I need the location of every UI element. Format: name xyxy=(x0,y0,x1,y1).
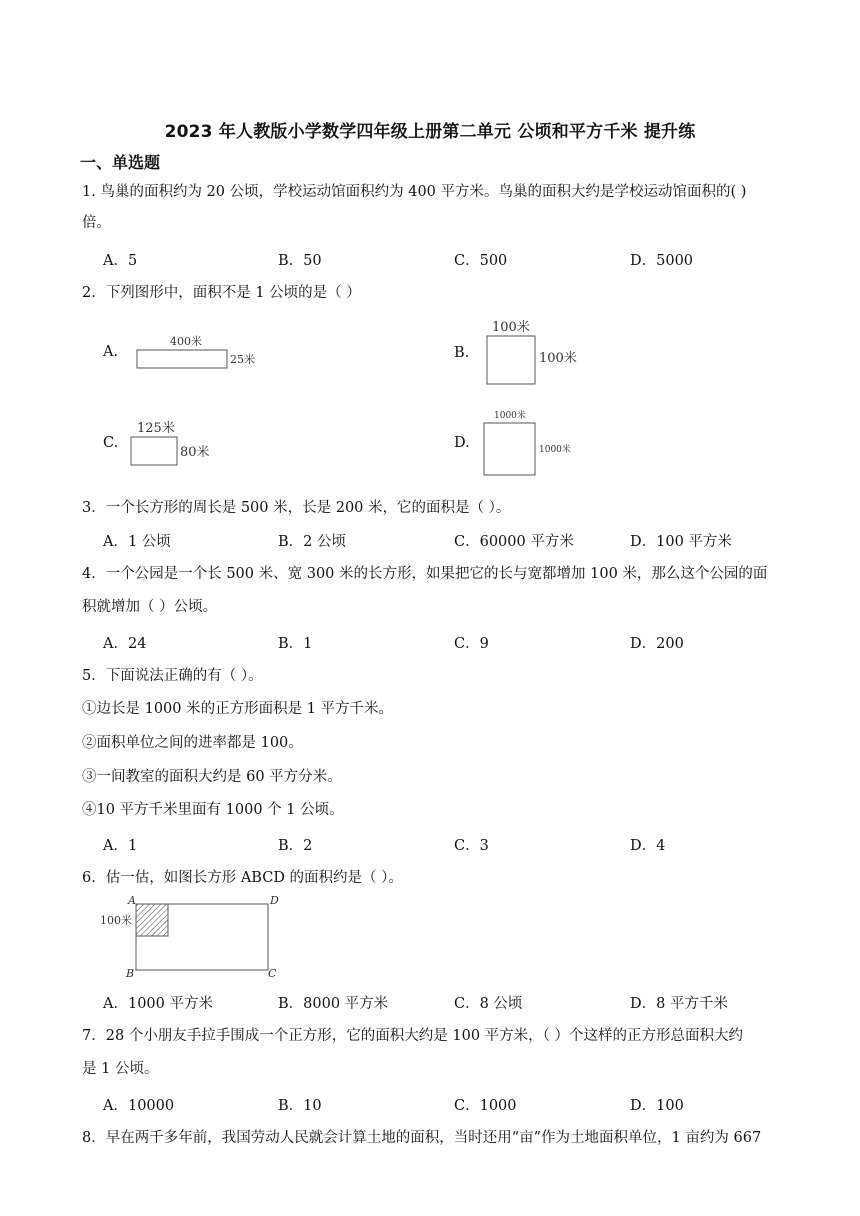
q2-figure-a xyxy=(132,330,272,375)
question-1-text: 1. 鸟巢的面积约为 20 公顷，学校运动馆面积约为 400 平方米。鸟巢的面积大约是学校运动馆面积的( ) xyxy=(82,184,747,200)
question-4-text: 4．一个公园是一个长 500 米、宽 300 米的长方形，如果把它的长与宽都增加 100 米，那么这个公园的面 xyxy=(82,566,768,582)
q5-option-d[interactable]: D．4 xyxy=(630,838,666,854)
q1-option-d[interactable]: D．5000 xyxy=(630,253,694,269)
q1-option-b[interactable]: B．50 xyxy=(278,253,322,269)
q2-figure-label-c[interactable]: C. xyxy=(103,435,119,451)
side-length-label: 100米 xyxy=(100,914,132,927)
figure-c-rect xyxy=(131,437,177,465)
q2-figure-b xyxy=(480,315,590,390)
question-3-text: 3．一个长方形的周长是 500 米，长是 200 米，它的面积是（ ）。 xyxy=(82,500,511,516)
q5-statement-3: ③一间教室的面积大约是 60 平方分米。 xyxy=(82,769,342,785)
q1-option-a[interactable]: A．5 xyxy=(103,253,138,269)
q2-figure-label-d[interactable]: D. xyxy=(454,435,470,451)
q1-option-c[interactable]: C．500 xyxy=(454,253,508,269)
section-heading: 一、单选题 xyxy=(80,153,161,172)
figure-d-side-label: 1000米 xyxy=(539,445,571,455)
q7-option-a[interactable]: A．10000 xyxy=(103,1098,175,1114)
q2-figure-d xyxy=(480,405,590,480)
figure-d-rect xyxy=(484,423,535,475)
figure-c-top-label: 125米 xyxy=(137,421,175,436)
figure-a-top-label: 400米 xyxy=(170,335,202,348)
q7-option-c[interactable]: C．1000 xyxy=(454,1098,517,1114)
q5-option-b[interactable]: B．2 xyxy=(278,838,313,854)
q7-option-d[interactable]: D．100 xyxy=(630,1098,684,1114)
q6-rectangle-figure xyxy=(98,893,288,983)
q5-statement-4: ④10 平方千米里面有 1000 个 1 公顷。 xyxy=(82,802,344,818)
q4-option-a[interactable]: A．24 xyxy=(103,636,147,652)
q2-figure-c xyxy=(127,417,227,469)
q2-figure-label-b[interactable]: B. xyxy=(454,345,470,361)
q6-option-a[interactable]: A．1000 平方米 xyxy=(103,996,213,1012)
q6-option-b[interactable]: B．8000 平方米 xyxy=(278,996,389,1012)
q5-statement-1: ①边长是 1000 米的正方形面积是 1 平方千米。 xyxy=(82,701,394,717)
figure-a-rect xyxy=(137,350,227,368)
q5-option-c[interactable]: C．3 xyxy=(454,838,489,854)
q3-option-a[interactable]: A．1 公顷 xyxy=(103,534,171,550)
question-1-text-cont: 倍。 xyxy=(82,215,111,231)
q4-option-c[interactable]: C．9 xyxy=(454,636,489,652)
q4-option-d[interactable]: D．200 xyxy=(630,636,684,652)
vertex-a-label: A xyxy=(128,894,136,907)
q4-option-b[interactable]: B．1 xyxy=(278,636,313,652)
q5-statement-2: ②面积单位之间的进率都是 100。 xyxy=(82,735,303,751)
vertex-d-label: D xyxy=(270,894,279,907)
question-2-text: 2．下列图形中，面积不是 1 公顷的是（ ） xyxy=(82,285,361,301)
page-title: 2023 年人教版小学数学四年级上册第二单元 公顷和平方千米 提升练 xyxy=(164,122,696,142)
q2-figure-label-a[interactable]: A. xyxy=(103,344,119,360)
q3-option-d[interactable]: D．100 平方米 xyxy=(630,534,732,550)
question-7-text-cont: 是 1 公顷。 xyxy=(82,1061,159,1077)
figure-c-side-label: 80米 xyxy=(180,445,210,460)
hatched-square xyxy=(136,904,168,936)
question-8-text: 8．早在两千多年前，我国劳动人民就会计算土地的面积，当时还用“亩”作为土地面积单位，1 亩约为 667 xyxy=(82,1130,762,1146)
question-6-text: 6．估一估，如图长方形 ABCD 的面积约是（ ）。 xyxy=(82,870,403,886)
question-7-text: 7．28 个小朋友手拉手围成一个正方形，它的面积大约是 100 平方米，（ ）个这样的正方形总面积大约 xyxy=(82,1028,744,1044)
figure-b-top-label: 100米 xyxy=(492,320,530,335)
question-5-text: 5．下面说法正确的有（ ）。 xyxy=(82,668,263,684)
figure-b-side-label: 100米 xyxy=(539,351,577,366)
figure-d-top-label: 1000米 xyxy=(494,411,526,421)
figure-a-side-label: 25米 xyxy=(230,353,255,366)
q3-option-b[interactable]: B．2 公顷 xyxy=(278,534,346,550)
question-4-text-cont: 积就增加（ ）公顷。 xyxy=(82,599,218,615)
q3-option-c[interactable]: C．60000 平方米 xyxy=(454,534,574,550)
q5-option-a[interactable]: A．1 xyxy=(103,838,138,854)
vertex-b-label: B xyxy=(126,967,135,980)
q6-option-c[interactable]: C．8 公顷 xyxy=(454,996,523,1012)
figure-b-rect xyxy=(487,336,535,384)
vertex-c-label: C xyxy=(268,967,277,980)
q7-option-b[interactable]: B．10 xyxy=(278,1098,322,1114)
q6-option-d[interactable]: D．8 平方千米 xyxy=(630,996,728,1012)
